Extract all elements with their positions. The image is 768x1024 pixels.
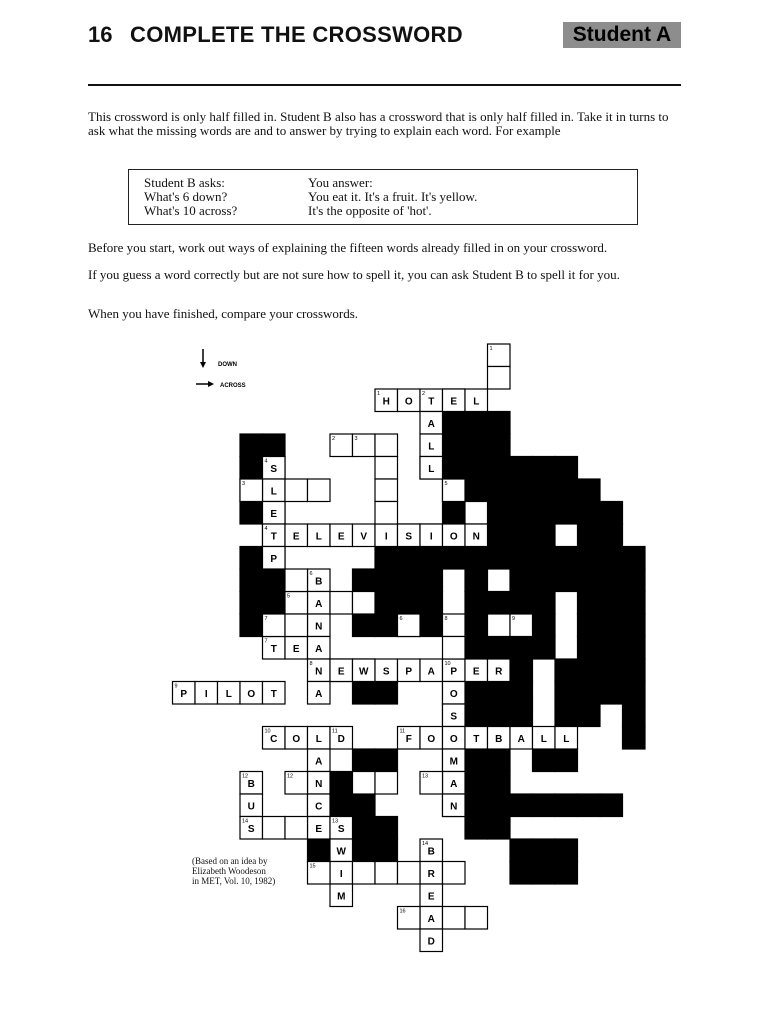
black-cell [510,659,533,682]
crossword-cell[interactable] [353,772,376,795]
crossword-cell[interactable] [308,479,331,502]
black-cell [488,704,511,727]
black-cell [555,457,578,480]
cell-letter: I [339,868,343,880]
black-cell [578,794,601,817]
black-cell [465,592,488,615]
crossword-cell[interactable] [375,457,398,480]
cell-letter: N [315,666,323,678]
black-cell [240,457,263,480]
black-cell [510,457,533,480]
black-cell [375,682,398,705]
cell-letter: L [540,733,547,745]
cell-letter: O [404,396,413,408]
black-cell [375,614,398,637]
cell-letter: S [247,823,255,835]
instruction-spelling: If you guess a word correctly but are not sure how to spell it, you can ask Student B to spell it for you. [88,267,620,282]
black-cell [533,862,556,885]
black-cell [555,749,578,772]
black-cell [510,479,533,502]
black-cell [353,817,376,840]
cell-letter: E [472,666,480,678]
legend-down-label: DOWN [218,362,237,368]
cell-letter: R [495,666,503,678]
black-cell [465,682,488,705]
black-cell [465,614,488,637]
crossword-cell[interactable] [443,862,466,885]
black-cell [533,479,556,502]
black-cell [578,682,601,705]
clue-number: 10 [264,728,271,735]
cell-letter: A [315,598,323,610]
black-cell [555,839,578,862]
black-cell [510,524,533,547]
black-cell [600,614,623,637]
cell-letter: A [315,688,323,700]
cell-letter: S [270,463,278,475]
black-cell [465,479,488,502]
black-cell [488,479,511,502]
cell-letter: E [427,891,435,903]
black-cell [465,434,488,457]
clue-number: 11 [332,728,338,735]
clue-number: 8 [444,616,448,622]
cell-letter: A [450,778,458,790]
black-cell [465,457,488,480]
cell-letter: P [450,666,458,678]
clue-number: 3 [242,481,246,487]
black-cell [578,524,601,547]
crossword-cell[interactable] [488,367,511,390]
black-cell [623,614,646,637]
clue-number: 5 [287,593,291,600]
black-cell [375,547,398,570]
black-cell [578,704,601,727]
clue-number: 12 [287,773,294,780]
black-cell [443,434,466,457]
black-cell [240,547,263,570]
black-cell [623,704,646,727]
cell-letter: P [405,666,413,678]
black-cell [623,659,646,682]
legend-across-label: ACROSS [220,383,246,389]
black-cell [465,569,488,592]
cell-letter: D [337,733,345,745]
black-cell [533,569,556,592]
black-cell [488,817,511,840]
black-cell [510,502,533,525]
black-cell [600,592,623,615]
black-cell [240,614,263,637]
clue-number: 4 [264,526,268,532]
cell-letter: C [315,801,323,813]
black-cell [488,434,511,457]
black-cell [578,502,601,525]
black-cell [443,412,466,435]
black-cell [488,682,511,705]
cell-letter: E [292,643,300,655]
black-cell [578,637,601,660]
black-cell [600,637,623,660]
clue-number: 5 [444,481,448,487]
cell-letter: A [427,913,435,925]
black-cell [578,614,601,637]
crossword-cell[interactable] [285,569,308,592]
intro-paragraph: This crossword is only half filled in. Student B also has a crossword that is only half filled in. Take it in turns to ask what the missing words are and to answer by trying to explain each word. For example [88,109,669,138]
cell-letter: N [450,801,458,813]
cell-letter: B [495,733,503,745]
cell-letter: E [337,666,345,678]
black-cell [353,569,376,592]
cell-letter: P [180,688,188,700]
black-cell [465,749,488,772]
black-cell [465,817,488,840]
black-cell [240,502,263,525]
black-cell [240,592,263,615]
crossword-cell[interactable] [375,502,398,525]
cell-letter: I [384,531,388,543]
cell-letter: M [337,891,346,903]
clue-number: 8 [309,661,313,667]
cell-letter: I [429,531,433,543]
black-cell [398,547,421,570]
across-arrow-head-icon [208,381,214,387]
cell-letter: E [315,823,323,835]
cell-letter: R [427,868,435,880]
clue-number: 15 [309,863,316,870]
cell-letter: B [427,846,435,858]
cell-letter: H [382,396,390,408]
black-cell [263,569,286,592]
black-cell [600,794,623,817]
crossword-cell[interactable] [443,907,466,930]
crossword-cell[interactable] [443,637,466,660]
cell-letter: L [315,531,322,543]
black-cell [330,772,353,795]
clue-number: 4 [264,458,268,465]
black-cell [578,569,601,592]
crossword-cell[interactable] [465,907,488,930]
example-answers: You answer: You eat it. It's a fruit. It's yellow. It's the opposite of 'hot'. [308,175,478,218]
clue-number: 14 [242,818,249,825]
black-cell [533,794,556,817]
cell-letter: S [382,666,390,678]
black-cell [623,569,646,592]
black-cell [488,772,511,795]
crossword-cell[interactable] [375,772,398,795]
cell-letter: S [405,531,413,543]
clue-number: 10 [444,661,451,667]
cell-letter: N [315,778,323,790]
black-cell [443,502,466,525]
source-credit: (Based on an idea by Elizabeth Woodeson in MET, Vol. 10, 1982) [192,856,276,886]
cell-letter: O [449,733,458,745]
exercise-number: 16 [88,22,113,47]
black-cell [600,547,623,570]
cell-letter: L [473,396,480,408]
black-cell [330,794,353,817]
cell-letter: T [270,531,277,543]
black-cell [488,502,511,525]
cell-letter: W [359,666,369,678]
black-cell [465,772,488,795]
black-cell [488,794,511,817]
student-badge: Student A [563,22,681,48]
black-cell [488,412,511,435]
black-cell [465,704,488,727]
legend [196,349,246,389]
clue-number: 13 [332,818,339,825]
clue-number: 12 [242,773,249,780]
clue-number: 6 [399,616,403,622]
cell-letter: L [428,463,435,475]
black-cell [555,682,578,705]
cell-letter: N [315,621,323,633]
black-cell [488,457,511,480]
cell-letter: O [247,688,256,700]
black-cell [420,592,443,615]
black-cell [353,749,376,772]
cell-letter: I [204,688,208,700]
black-cell [510,682,533,705]
black-cell [488,524,511,547]
instruction-compare: When you have finished, compare your crosswords. [88,306,359,321]
cell-letter: T [428,396,435,408]
cell-letter: D [427,936,435,948]
black-cell [533,592,556,615]
black-cell [510,794,533,817]
black-cell [353,682,376,705]
black-cell [555,659,578,682]
cell-letter: L [315,733,322,745]
black-cell [510,862,533,885]
cell-letter: U [247,801,255,813]
cell-letter: O [427,733,436,745]
black-cell [533,749,556,772]
clue-number: 16 [399,908,406,915]
black-cell [555,547,578,570]
clue-number: 1 [489,346,493,352]
black-cell [623,547,646,570]
cell-letter: L [563,733,570,745]
cell-letter: E [270,508,278,520]
cell-letter: S [450,711,458,723]
black-cell [533,524,556,547]
black-cell [465,547,488,570]
cell-letter: O [449,688,458,700]
black-cell [510,839,533,862]
black-cell [353,614,376,637]
clue-number: 2 [422,391,426,397]
black-cell [353,794,376,817]
black-cell [600,524,623,547]
black-cell [623,727,646,750]
clue-number: 9 [174,683,178,690]
crossword-cell[interactable] [353,862,376,885]
black-cell [623,682,646,705]
cell-letter: T [270,643,277,655]
crossword-cell[interactable] [375,862,398,885]
cell-letter: A [315,756,323,768]
black-cell [600,569,623,592]
black-cell [488,749,511,772]
crossword-cell[interactable] [398,862,421,885]
black-cell [465,637,488,660]
black-cell [510,637,533,660]
cell-letter: O [449,531,458,543]
black-cell [600,502,623,525]
cell-letter: C [270,733,278,745]
black-cell [533,614,556,637]
black-cell [465,412,488,435]
cell-letter: E [292,531,300,543]
black-cell [375,749,398,772]
crossword-cell[interactable] [330,592,353,615]
cell-letter: L [428,441,435,453]
cell-letter: P [270,553,278,565]
clue-number: 9 [512,616,516,622]
black-cell [533,457,556,480]
black-cell [353,839,376,862]
black-cell [600,659,623,682]
black-cell [398,592,421,615]
black-cell [398,569,421,592]
clue-number: 2 [332,436,336,442]
cell-letter: A [517,733,525,745]
black-cell [555,704,578,727]
black-cell [375,839,398,862]
black-cell [578,592,601,615]
cell-letter: L [270,486,277,498]
clue-number: 1 [377,391,381,397]
down-arrow-head-icon [200,362,206,368]
cell-letter: N [472,531,480,543]
black-cell [510,704,533,727]
clue-number: 7 [264,616,268,622]
cell-letter: E [337,531,345,543]
clue-number: 11 [399,728,406,735]
clue-number: 14 [422,841,429,847]
cell-letter: L [225,688,232,700]
cell-letter: F [405,733,412,745]
cell-letter: A [315,643,323,655]
crossword-cell[interactable] [263,817,286,840]
black-cell [488,547,511,570]
cell-letter: M [449,756,458,768]
black-cell [420,614,443,637]
black-cell [240,569,263,592]
crossword-cell[interactable] [375,479,398,502]
page-title: COMPLETE THE CROSSWORD [130,22,463,47]
black-cell [623,592,646,615]
crossword-cell[interactable] [353,592,376,615]
clue-number: 13 [422,773,429,780]
cell-letter: E [450,396,458,408]
black-cell [555,569,578,592]
black-cell [488,592,511,615]
black-cell [533,502,556,525]
black-cell [510,547,533,570]
black-cell [420,547,443,570]
black-cell [578,479,601,502]
black-cell [623,637,646,660]
black-cell [533,839,556,862]
black-cell [420,569,443,592]
example-questions: Student B asks: What's 6 down? What's 10 across? [144,175,238,218]
black-cell [533,547,556,570]
cell-letter: O [292,733,301,745]
clue-number: 6 [309,571,313,577]
black-cell [510,569,533,592]
black-cell [443,547,466,570]
black-cell [533,637,556,660]
black-cell [555,862,578,885]
crossword-cell[interactable] [285,614,308,637]
black-cell [555,502,578,525]
black-cell [308,839,331,862]
cell-letter: A [427,666,435,678]
black-cell [375,569,398,592]
black-cell [375,817,398,840]
black-cell [555,794,578,817]
black-cell [510,592,533,615]
cell-letter: B [247,778,255,790]
cell-letter: S [337,823,345,835]
cell-letter: B [315,576,323,588]
clue-number: 7 [264,638,268,645]
black-cell [263,592,286,615]
black-cell [600,682,623,705]
cell-letter: W [336,846,346,858]
black-cell [240,434,263,457]
black-cell [443,457,466,480]
instruction-prepare: Before you start, work out ways of explaining the fifteen words already filled in on your crossword. [88,240,608,255]
black-cell [578,659,601,682]
black-cell [375,592,398,615]
crossword-cell[interactable] [285,817,308,840]
crossword-cell[interactable] [285,479,308,502]
black-cell [578,547,601,570]
cell-letter: T [473,733,480,745]
cell-letter: A [427,418,435,430]
cell-letter: V [360,531,368,543]
black-cell [465,794,488,817]
black-cell [488,637,511,660]
cell-letter: T [270,688,277,700]
crossword-cell[interactable] [375,434,398,457]
black-cell [263,434,286,457]
black-cell [555,479,578,502]
clue-number: 3 [354,436,358,442]
